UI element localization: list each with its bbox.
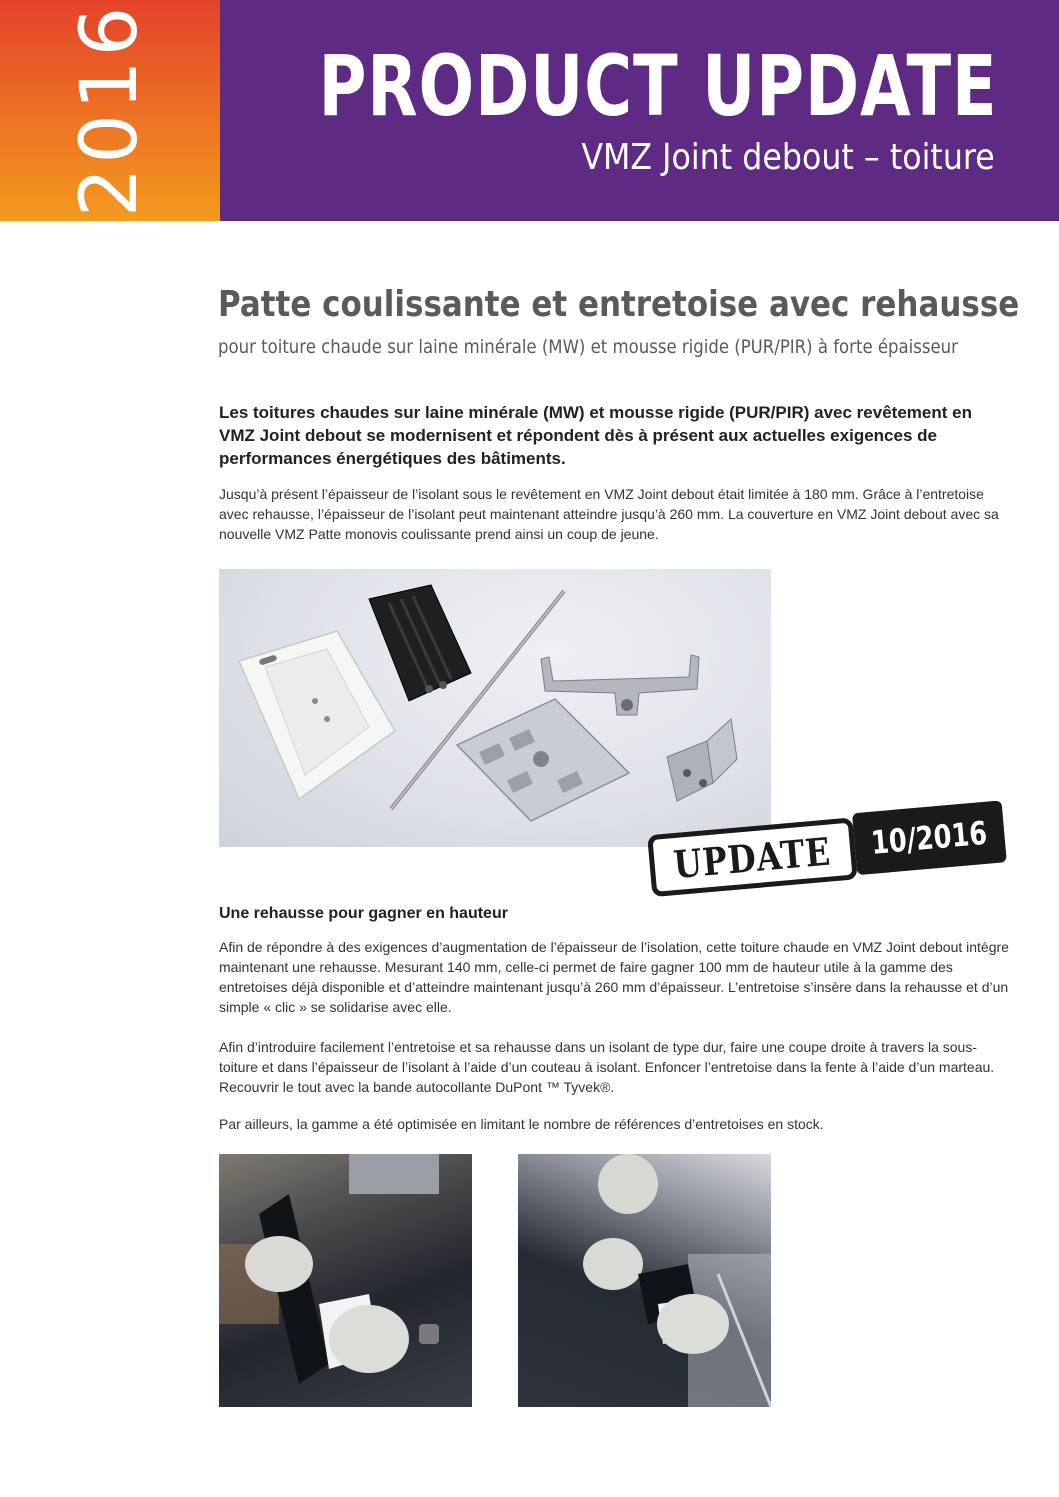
stamp-date-box bbox=[852, 800, 1007, 875]
installation-illustration-1 bbox=[219, 1154, 472, 1407]
intro-paragraph: Jusqu’à présent l’épaisseur de l’isolant sous le revêtement en VMZ Joint debout était limitée à 180 mm. Grâce à l’entretoise avec rehausse, l’épaisseur de l’isolant peut maintenant atteindre jusqu’à 260 mm. La couverture en VMZ Joint debout avec sa nouvelle VMZ Patte monovis coulissante prend ainsi un coup de jeune. bbox=[219, 486, 999, 542]
article-subtitle: pour toiture chaude sur laine minérale (MW) et mousse rigide (PUR/PIR) à forte épaisseur bbox=[218, 336, 958, 358]
section-paragraph-3: Par ailleurs, la gamme a été optimisée en limitant le nombre de références d’entretoises en stock. bbox=[219, 1116, 824, 1132]
section-paragraph-1: Afin de répondre à des exigences d’augmentation de l’épaisseur de l’isolation, cette toiture chaude en VMZ Joint debout intègre maintenant une rehausse. Mesurant 140 mm, celle-ci permet de faire gagner 100 mm de hauteur utile à la gamme des entretoises déjà disponible et d’atteindre maintenant jusqu’à 260 mm d’épaisseur. L’entretoise s’insère dans la rehausse et d’un simple « clic » se solidarise avec elle. bbox=[219, 939, 1009, 1015]
section-title: Une rehausse pour gagner en hauteur bbox=[219, 905, 508, 922]
year-label: 2016 bbox=[65, 2, 155, 218]
installation-photo-1 bbox=[219, 1154, 472, 1407]
page-title: PRODUCT UPDATE bbox=[318, 37, 997, 135]
product-photo bbox=[219, 569, 771, 847]
lead-paragraph: Les toitures chaudes sur laine minérale (MW) et mousse rigide (PUR/PIR) avec revêtement en VMZ Joint debout se modernisent et répondent dès à présent aux actuelles exigences de performances énergétiques des bâtiments. bbox=[219, 403, 972, 468]
product-parts-illustration bbox=[219, 569, 771, 847]
installation-illustration-2 bbox=[518, 1154, 771, 1407]
year-block bbox=[0, 0, 220, 221]
stamp-date: 10/2016 bbox=[869, 813, 989, 862]
stamp-update-box bbox=[647, 817, 858, 897]
article-title: Patte coulissante et entretoise avec rehausse bbox=[218, 284, 1020, 325]
stamp-label: UPDATE bbox=[672, 827, 833, 887]
page-subtitle: VMZ Joint debout – toiture bbox=[581, 137, 995, 178]
section-paragraph-2: Afin d’introduire facilement l’entretoise et sa rehausse dans un isolant de type dur, faire une coupe droite à travers la sous-toiture et dans l’épaisseur de l’isolant à l’aide d’un couteau à isolant. Enfoncer l’entretoise dans la fente à l’aide d’un marteau. Recouvrir le tout avec la bande autocollante DuPont ™ Tyvek®. bbox=[219, 1039, 995, 1095]
header-banner bbox=[0, 0, 1059, 221]
installation-photo-2 bbox=[518, 1154, 771, 1407]
